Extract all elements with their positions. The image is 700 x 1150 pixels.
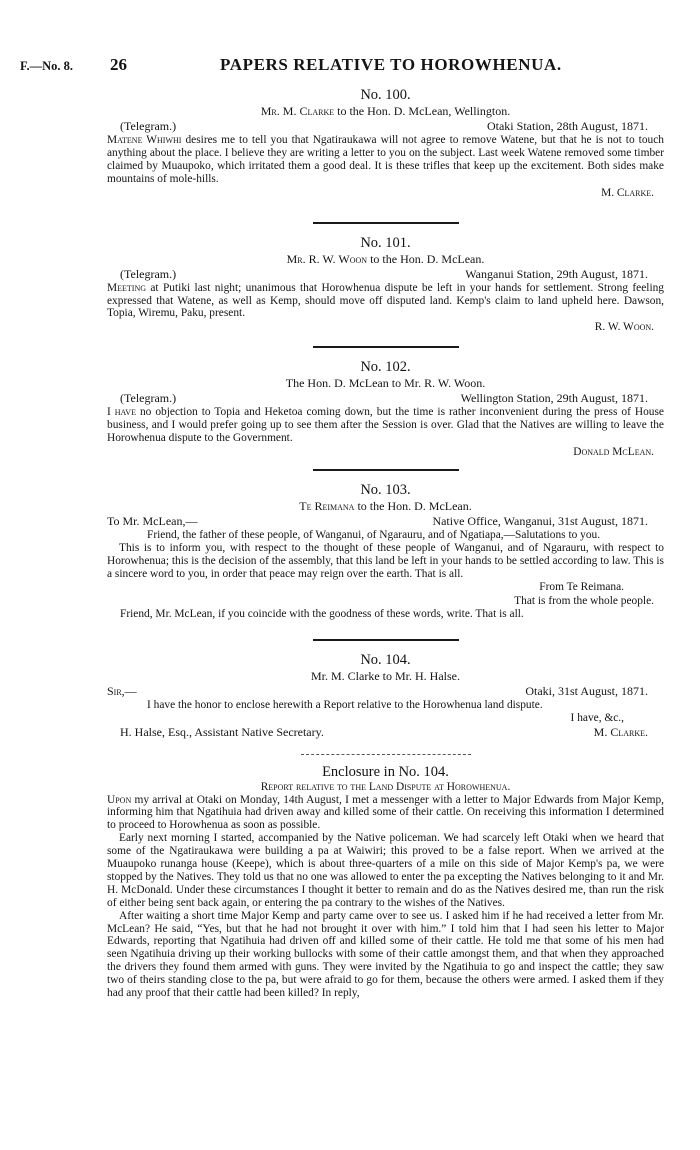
- enclosure-title: Enclosure in No. 104.: [322, 763, 449, 780]
- signature: From Te Reimana.: [539, 580, 624, 593]
- page-number: 26: [110, 55, 127, 74]
- place-date: Otaki Station, 28th August, 1871.: [486, 119, 648, 133]
- document-type: (Telegram.): [120, 391, 177, 406]
- enclosure-104: [107, 763, 664, 1001]
- body-paragraph: This is to inform you, with respect to the thought of these people of Wanganui, and of Ngarauru, with respect to Horowhenua; this is the decision of the assembly, that this land be left in your hands to be settled according to law. This is a sincere word to you, in order that peace may reign over the earth. That is all.: [107, 541, 664, 580]
- page-content: [107, 86, 664, 1000]
- enclosure-paragraph: [107, 794, 664, 833]
- enclosure-paragraph: After waiting a short time Major Kemp and party came over to see us. I asked him if he had received a letter from Mr. McLean? He said, “Yes, but that he had not brought it over with him.” I told him that I had seen his letter to Major Edwards, reporting that Ngatihuia had driven off and killed some of their cattle. He told me that some of his men had seen Ngatihuia driving up their working bullocks with some of their cattle amongst them, and that when they approached the drivers they found them armed with guns. They were invited by the Ngatihuia to go and inspect the cattle; they saw two of theirs standing close to the pa, but were afraid to go for them, because the others were armed. I asked them if they had any proof that their cattle had been killed? In reply,: [107, 909, 664, 1000]
- sender-name: Mr. R. W. Woon: [286, 251, 368, 266]
- document-address: [107, 499, 664, 514]
- dateline: [107, 514, 664, 529]
- document-type: (Telegram.): [120, 266, 177, 281]
- lead-words: Matene Whiwhi: [107, 134, 182, 146]
- document-body: [107, 134, 664, 186]
- signature-text: Donald McLean.: [573, 446, 654, 459]
- body-text: at Putiki last night; unanimous that Horowhenua dispute be left in your hands for settlement. Strong feeling expressed that Watene, as well as Kemp, should move off disputed land. Kemp's claim to land upheld here. Dawson, Topia, Wiremu, Paku, present.: [107, 281, 664, 320]
- paper-reference: F.—No. 8.: [20, 59, 74, 73]
- running-title: PAPERS RELATIVE TO HOROWHENUA.: [220, 55, 562, 74]
- closing: I have, &c.,: [570, 711, 624, 724]
- document-100: [107, 86, 664, 200]
- recipient-text: to the Hon. D. McLean.: [367, 251, 485, 266]
- addressee: H. Halse, Esq., Assistant Native Secretary.: [120, 724, 324, 739]
- body-text: desires me to tell you that Ngatiraukawa will not agree to remove Watene, but that he is not to touch anything about the place. I believe they are writing a letter to you on the subject. Last week Watene removed some timber claimed by Muaupoko, which irritated them a good deal. It is these trifles that keep up the excitement. Both sides make mountains of mole-hills.: [107, 134, 664, 185]
- salutation: To Mr. McLean,—: [107, 514, 198, 529]
- place-date: Native Office, Wanganui, 31st August, 1871.: [432, 514, 648, 529]
- enclosure-subtitle: Report relative to the Land Dispute at Horowhenua.: [260, 780, 511, 793]
- place-date: Wellington Station, 29th August, 1871.: [460, 391, 648, 406]
- document-type: (Telegram.): [120, 119, 177, 133]
- signature: [107, 320, 664, 334]
- document-101: [107, 234, 664, 335]
- signature: [107, 445, 664, 459]
- postscript: Friend, Mr. McLean, if you coincide with the goodness of these words, write. That is all.: [120, 607, 524, 620]
- document-body: I have the honor to enclose herewith a Report relative to the Horowhenua land dispute.: [147, 698, 543, 711]
- document-address: [107, 104, 664, 119]
- place-date: Otaki, 31st August, 1871.: [525, 683, 648, 698]
- dateline: [107, 119, 664, 134]
- document-body: [107, 282, 664, 321]
- lead-words: Upon: [107, 793, 132, 806]
- body-text: no objection to Topia and Heketoa coming down, but the time is rather inconvenient during the press of House business, and I would prefer going up to see them after the Session is over. Glad that the Natives are willing to leave the Horowhenua dispute to the Government.: [107, 406, 664, 445]
- dateline: [107, 267, 664, 282]
- salutation: Sir,—: [107, 683, 137, 698]
- signature-text: M. Clarke.: [593, 724, 648, 739]
- lead-words: I have: [107, 406, 136, 419]
- document-103: [107, 481, 664, 621]
- document-address: [107, 252, 664, 267]
- signature-note: That is from the whole people.: [514, 594, 654, 607]
- greeting-paragraph: Friend, the father of these people, of Wanganui, of Ngarauru, and of Ngatiapa,—Salutations to you.: [147, 529, 601, 542]
- document-body: [107, 406, 664, 445]
- document-number: No. 102.: [360, 359, 411, 376]
- enclosure-paragraph: Early next morning I started, accompanied by the Native policeman. We had scarcely left Otaki when we heard that some of the Ngatiraukawa were building a pa at Waiwiri; this proved to be a false report. When we arrived at the Muaupoko runanga house (Keepe), which is about three-quarters of a mile on this side of Major Kemp's pa, we were stopped by the Natives. They told us that no one was allowed to enter the pa excepting the Natives belonging to it and Mr. H. McDonald. Under these circumstances I thought it better to remain and do as the Natives desired me, than run the risk of either being sent back again, or entering the pa contrary to the wishes of the Natives.: [107, 832, 664, 909]
- dateline: [107, 391, 664, 406]
- document-102: [107, 358, 664, 459]
- document-address: The Hon. D. McLean to Mr. R. W. Woon.: [285, 376, 486, 391]
- signature: [107, 186, 664, 200]
- document-number: No. 101.: [360, 234, 411, 251]
- dateline: [107, 684, 664, 699]
- signature-text: M. Clarke.: [601, 186, 654, 199]
- recipient-text: to the Hon. D. McLean, Wellington.: [334, 104, 511, 118]
- lead-words: Meeting: [107, 281, 147, 294]
- place-date: Wanganui Station, 29th August, 1871.: [465, 266, 648, 281]
- document-number: No. 100.: [360, 87, 411, 103]
- page-header: [0, 55, 700, 79]
- sender-name: Te Reimana: [299, 499, 355, 514]
- sender-name: Mr. M. Clarke: [260, 104, 335, 118]
- document-address: Mr. M. Clarke to Mr. H. Halse.: [311, 668, 460, 683]
- recipient-text: to the Hon. D. McLean.: [354, 499, 472, 514]
- signature-text: R. W. Woon.: [594, 321, 654, 334]
- document-104: [107, 651, 664, 740]
- addressee-line: [107, 725, 664, 740]
- body-text: my arrival at Otaki on Monday, 14th August, I met a messenger with a letter to Major Edwards from Major Kemp, informing him that Ngatihuia had driven away and killed some of their cattle. On receiving this information I determined to proceed to Horowhenua as soon as possible.: [107, 793, 664, 832]
- document-number: No. 103.: [360, 482, 411, 499]
- document-number: No. 104.: [360, 651, 411, 668]
